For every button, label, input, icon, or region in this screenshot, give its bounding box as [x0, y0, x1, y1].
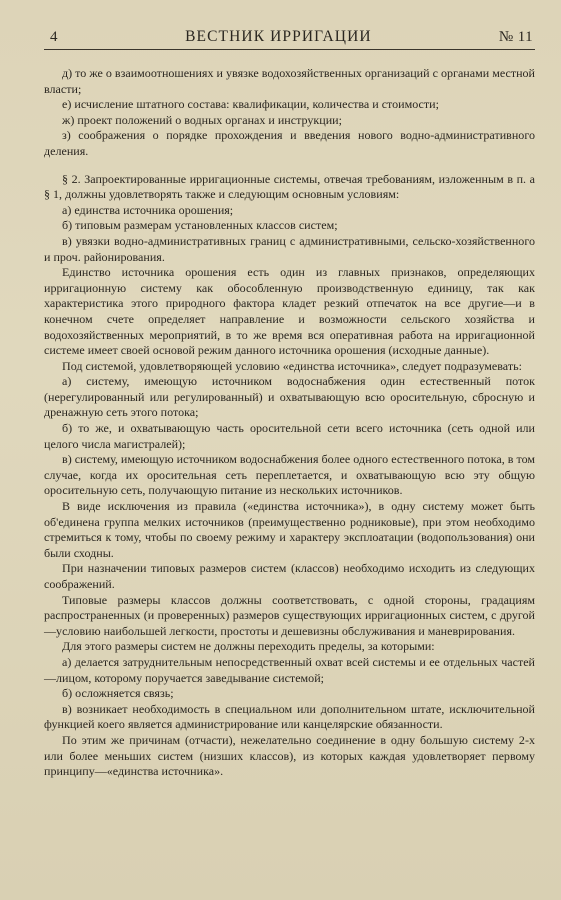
- list-item: е) исчисление штатного состава: квалификации, количества и стоимости;: [62, 97, 439, 112]
- list-item: в) увязки водно-административных границ с административными, сельско-хозяйственного и проч. районирования.: [44, 233, 535, 264]
- section-paragraph: § 2. Запроектированные ирригационные системы, отвечая требованиям, изложенным в п. а § 1, должны удовлетворять также и следующим основным условиям:: [44, 171, 535, 202]
- list-item: а) единства источника орошения;: [62, 202, 234, 217]
- issue-number: № 11: [498, 29, 533, 45]
- paragraph: В виде исключения из правила («единства источника»), в одну систему может быть об'единена группа мелких источников (преимущественно родниковые), при этом необходимо стремиться к тому, чтобы по своему режиму и характеру эксплоатации (водопользования) они были сходны.: [44, 499, 535, 560]
- list-item: д) то же о взаимоотношениях и увязке водохозяйственных организаций с органами местной власти;: [44, 66, 535, 96]
- paragraph: По этим же причинам (отчасти), нежелательно соединение в одну большую систему 2-х или более меньших систем (низших классов), из которых каждая удовлетворяет первому принципу—«единства источника».: [44, 732, 535, 779]
- paragraph: При назначении типовых размеров систем (классов) необходимо исходить из следующих соображений.: [44, 561, 535, 591]
- list-item: б) то же, и охватывающую часть оросительной сети всего источника (сеть одной или целого числа магистралей);: [44, 421, 535, 451]
- page-number: 4: [50, 29, 58, 45]
- list-item: в) систему, имеющую источником водоснабжения более одного естественного потока, в том случае, когда их оросительная сеть переплетается, и охватывающую всю эту общую оросительную сеть, получающую питание из нескольких источников.: [44, 452, 535, 498]
- paragraph: Типовые размеры классов должны соответствовать, с одной стороны, градациям распространенных (и проверенных) размеров существующих ирригационных систем, с другой—условию наибольшей легкости, простоты и дешевизны обслуживания и маневрирования.: [44, 592, 535, 638]
- list-item: а) систему, имеющую источником водоснабжения один естественный поток (нерегулированный или регулированный) и охватывающую всю оросительную, сбросную и дренажную сеть этого потока;: [44, 374, 535, 420]
- list-item: а) делается затруднительным непосредственный охват всей системы и ее отдельных частей—лицом, которому поручается заведывание системой;: [44, 654, 535, 685]
- list-item: б) осложняется связь;: [62, 686, 174, 701]
- paragraph: Единство источника орошения есть один из главных признаков, определяющих ирригационную систему как обособленную производственную единицу, так как характеристика этого природного фактора кладет резкий отпечаток на все другие—и в конечном счете определяет направление и возможности сельского хозяйства и водохозяйственных мероприятий, в то же время вся оперативная работа на ирригационной системе имеет своей основой режим данного источника орошения (исходные данные).: [44, 265, 535, 358]
- list-item: з) соображения о порядке прохождения и введения нового водно-административного деления.: [44, 128, 535, 158]
- list-item: б) типовым размерам установленных классов систем;: [62, 218, 338, 233]
- article-body: [44, 66, 535, 780]
- journal-title: ВЕСТНИК ИРРИГАЦИИ: [185, 28, 372, 45]
- list-item: ж) проект положений о водных органах и инструкции;: [62, 112, 342, 127]
- list-item: в) возникает необходимость в специальном или дополнительном штате, исключительной функцией коего является администрирование или канцелярские обязанности.: [44, 701, 535, 732]
- paragraph: Под системой, удовлетворяющей условию «единства источника», следует подразумевать:: [62, 358, 522, 373]
- paragraph: Для этого размеры систем не должны переходить пределы, за которыми:: [62, 639, 435, 654]
- page-header: [44, 28, 535, 50]
